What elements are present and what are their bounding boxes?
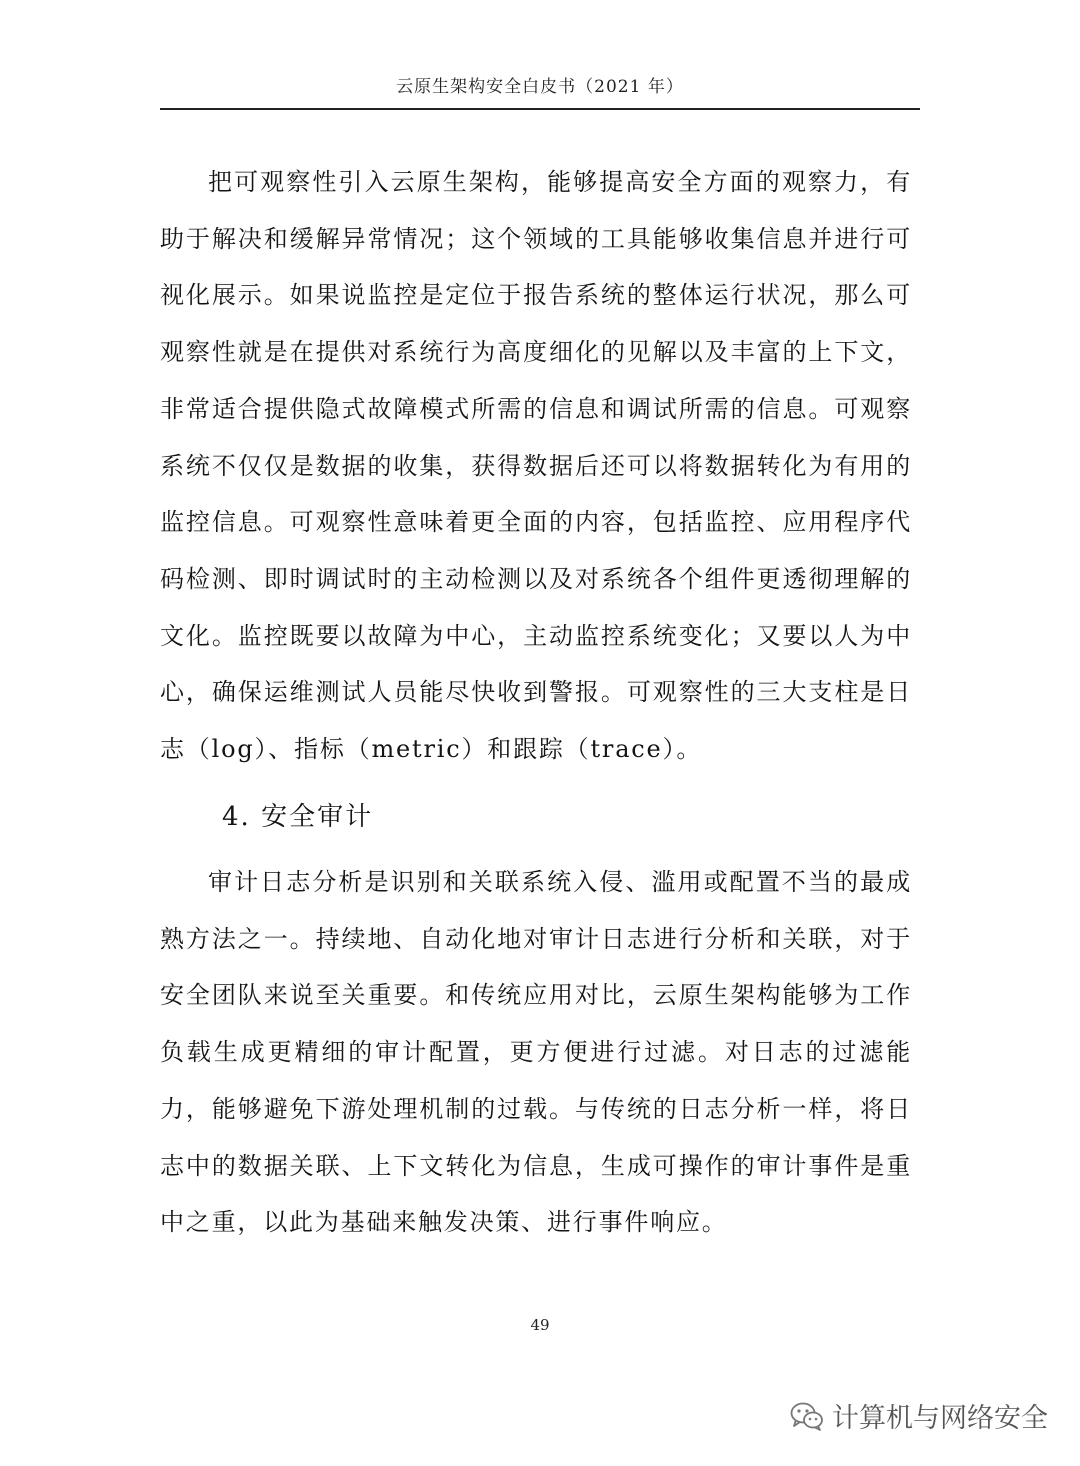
watermark	[790, 1396, 1048, 1435]
body-paragraph-observability: 把可观察性引入云原生架构，能够提高安全方面的观察力，有助于解决和缓解异常情况；这个领域的工具能够收集信息并进行可视化展示。如果说监控是定位于报告系统的整体运行状况，那么可观察性就是在提供对系统行为高度细化的见解以及丰富的上下文，非常适合提供隐式故障模式所需的信息和调试所需的信息。可观察系统不仅仅是数据的收集，获得数据后还可以将数据转化为有用的监控信息。可观察性意味着更全面的内容，包括监控、应用程序代码检测、即时调试时的主动检测以及对系统各个组件更透彻理解的文化。监控既要以故障为中心，主动监控系统变化；又要以人为中心，确保运维测试人员能尽快收到警报。可观察性的三大支柱是日志（log）、指标（metric）和跟踪（trace）。	[160, 168, 912, 764]
page-number: 49	[530, 1316, 550, 1334]
running-header-title: 云原生架构安全白皮书（2021 年）	[396, 77, 684, 97]
header-divider	[160, 108, 920, 110]
watermark-text: 计算机与网络安全	[832, 1403, 1048, 1434]
body-paragraph-audit: 审计日志分析是识别和关联系统入侵、滥用或配置不当的最成熟方法之一。持续地、自动化地对审计日志进行分析和关联，对于安全团队来说至关重要。和传统应用对比，云原生架构能够为工作负载生成更精细的审计配置，更方便进行过滤。对日志的过滤能力，能够避免下游处理机制的过载。与传统的日志分析一样，将日志中的数据关联、上下文转化为信息，生成可操作的审计事件是重中之重，以此为基础来触发决策、进行事件响应。	[160, 868, 912, 1237]
wechat-icon	[790, 1401, 824, 1431]
section-heading: 4. 安全审计	[222, 802, 374, 832]
